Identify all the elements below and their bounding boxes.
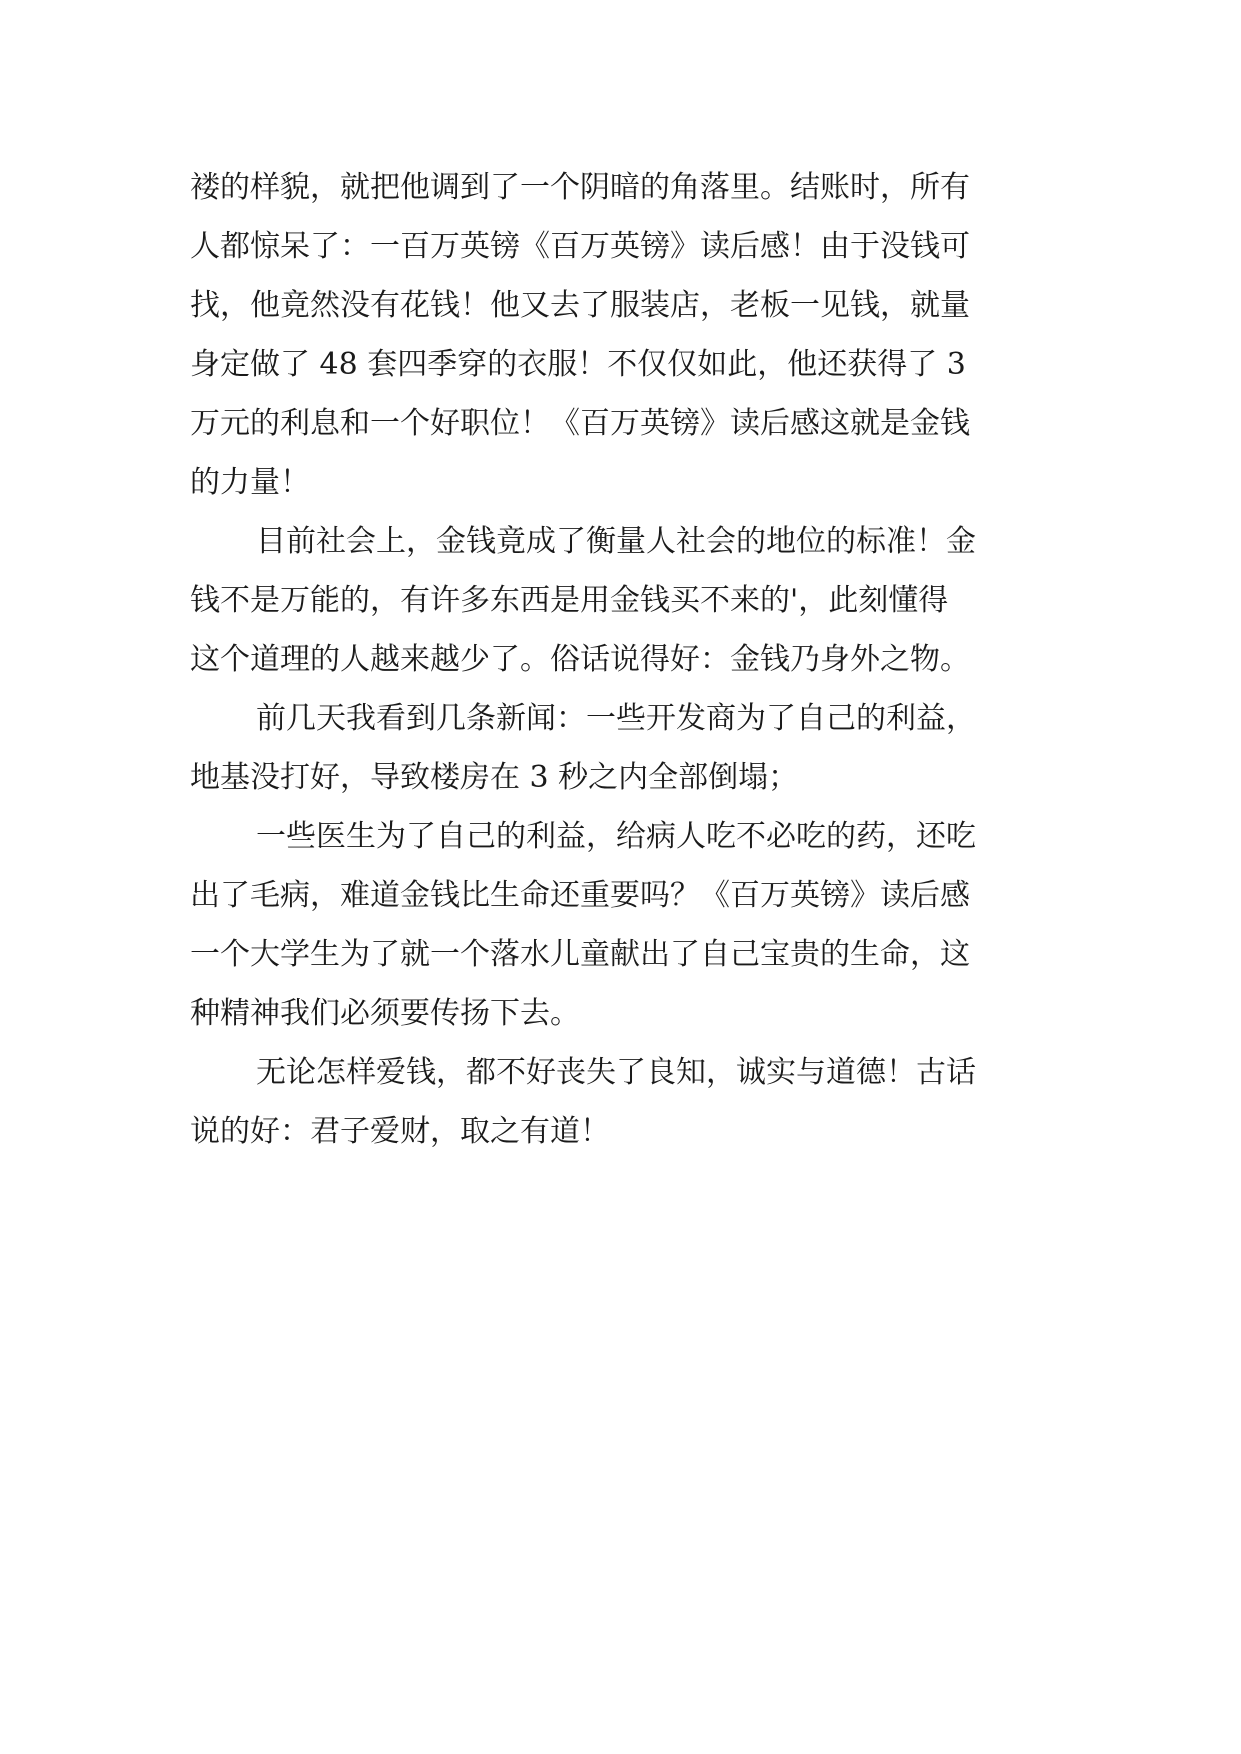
document-body — [190, 158, 1070, 1161]
text-line: 种精神我们必须要传扬下去。 — [190, 996, 580, 1031]
text-line: 无论怎样爱钱，都不好丧失了良知，诚实与道德！古话 — [256, 1055, 976, 1090]
text-line: 找，他竟然没有花钱！他又去了服装店，老板一见钱，就量 — [190, 288, 970, 323]
paragraph-1 — [190, 158, 1070, 512]
text-line: 的力量！ — [190, 465, 310, 500]
text-line: 说的好：君子爱财，取之有道！ — [190, 1114, 610, 1149]
text-line: 出了毛病，难道金钱比生命还重要吗？《百万英镑》读后感 — [190, 878, 970, 913]
text-line: 这个道理的人越来越少了。俗话说得好：金钱乃身外之物。 — [190, 642, 970, 677]
text-line: 一些医生为了自己的利益，给病人吃不必吃的药，还吃 — [256, 819, 976, 854]
text-line: 身定做了 48 套四季穿的衣服！不仅仅如此，他还获得了 3 — [190, 347, 966, 382]
paragraph-5 — [190, 1043, 1070, 1161]
text-line: 钱不是万能的，有许多东西是用金钱买不来的'，此刻懂得 — [190, 583, 949, 618]
text-line: 地基没打好，导致楼房在 3 秒之内全部倒塌； — [190, 760, 799, 795]
text-line: 人都惊呆了：一百万英镑《百万英镑》读后感！由于没钱可 — [190, 229, 970, 264]
paragraph-2 — [190, 512, 1070, 689]
text-line: 万元的利息和一个好职位！《百万英镑》读后感这就是金钱 — [190, 406, 970, 441]
text-line: 褛的样貌，就把他调到了一个阴暗的角落里。结账时，所有 — [190, 170, 970, 205]
text-line: 一个大学生为了就一个落水儿童献出了自己宝贵的生命，这 — [190, 937, 970, 972]
text-line: 前几天我看到几条新闻：一些开发商为了自己的利益， — [256, 701, 976, 736]
paragraph-4 — [190, 807, 1070, 1043]
paragraph-3 — [190, 689, 1070, 807]
text-line: 目前社会上，金钱竟成了衡量人社会的地位的标准！金 — [256, 524, 976, 559]
